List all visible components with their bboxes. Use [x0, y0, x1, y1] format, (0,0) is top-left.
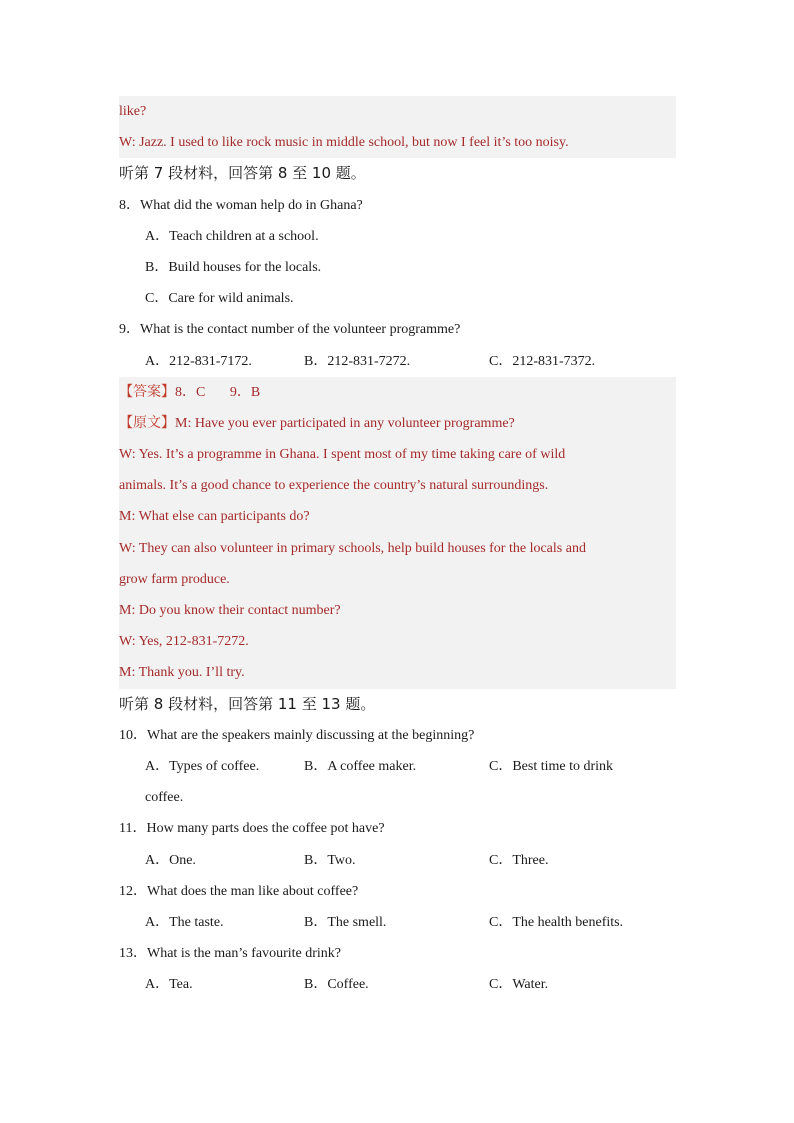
option-9a: A．212-831-7172.: [145, 353, 252, 369]
question-13: 13．What is the man’s favourite drink?: [119, 946, 341, 962]
option-10c-continued: coffee.: [145, 790, 184, 806]
option-12a: A．The taste.: [145, 914, 224, 930]
answer-text: 8．C 9．B: [175, 384, 261, 400]
answer-tag: 【答案】: [119, 384, 175, 400]
question-11: 11．How many parts does the coffee pot have?: [119, 821, 385, 837]
options-11: [119, 845, 676, 876]
option-10b: B．A coffee maker.: [304, 758, 417, 774]
option-10a: A．Types of coffee.: [145, 758, 260, 774]
option-11b: B．Two.: [304, 852, 356, 868]
options-9: [119, 346, 676, 377]
transcript-line: W: Jazz. I used to like rock music in middle school, but now I feel it’s too noisy.: [119, 127, 676, 158]
option-8c: C．Care for wild animals.: [145, 291, 294, 307]
transcript-line: grow farm produce.: [119, 564, 676, 595]
option-13b: B．Coffee.: [304, 977, 369, 993]
option-9c: C．212-831-7372.: [489, 353, 596, 369]
options-13: [119, 969, 676, 1000]
source-line: [119, 408, 676, 439]
transcript-line: like?: [119, 96, 676, 127]
transcript-line: W: Yes, 212-831-7272.: [119, 626, 676, 657]
transcript-line: W: Yes. It’s a programme in Ghana. I spent most of my time taking care of wild: [119, 439, 676, 470]
section-heading-7: 听第 7 段材料，回答第 8 至 10 题。: [119, 164, 366, 183]
option-13a: A．Tea.: [145, 977, 193, 993]
option-10c: C．Best time to drink: [489, 758, 614, 774]
question-12: 12．What does the man like about coffee?: [119, 883, 359, 899]
transcript-line: M: Do you know their contact number?: [119, 595, 676, 626]
question-9: 9．What is the contact number of the volunteer programme?: [119, 322, 461, 338]
options-10: [119, 751, 676, 782]
option-13c: C．Water.: [489, 977, 549, 993]
section-heading-8: 听第 8 段材料，回答第 11 至 13 题。: [119, 694, 376, 713]
option-8a: A．Teach children at a school.: [145, 228, 319, 244]
option-11a: A．One.: [145, 852, 196, 868]
question-10: 10．What are the speakers mainly discussing at the beginning?: [119, 727, 475, 743]
transcript-line: W: They can also volunteer in primary schools, help build houses for the locals and: [119, 533, 676, 564]
option-11c: C．Three.: [489, 852, 549, 868]
option-12b: B．The smell.: [304, 914, 387, 930]
option-12c: C．The health benefits.: [489, 914, 624, 930]
page-content: [119, 96, 676, 1000]
source-first: M: Have you ever participated in any volunteer programme?: [175, 415, 515, 431]
transcript-line: animals. It’s a good chance to experience the country’s natural surroundings.: [119, 470, 676, 501]
transcript-line: M: What else can participants do?: [119, 501, 676, 532]
option-9b: B．212-831-7272.: [304, 353, 411, 369]
answer-line: [119, 377, 676, 408]
question-8: 8．What did the woman help do in Ghana?: [119, 197, 363, 213]
options-12: [119, 907, 676, 938]
transcript-line: M: Thank you. I’ll try.: [119, 657, 676, 688]
source-tag: 【原文】: [119, 415, 175, 431]
option-8b: B．Build houses for the locals.: [145, 259, 322, 275]
